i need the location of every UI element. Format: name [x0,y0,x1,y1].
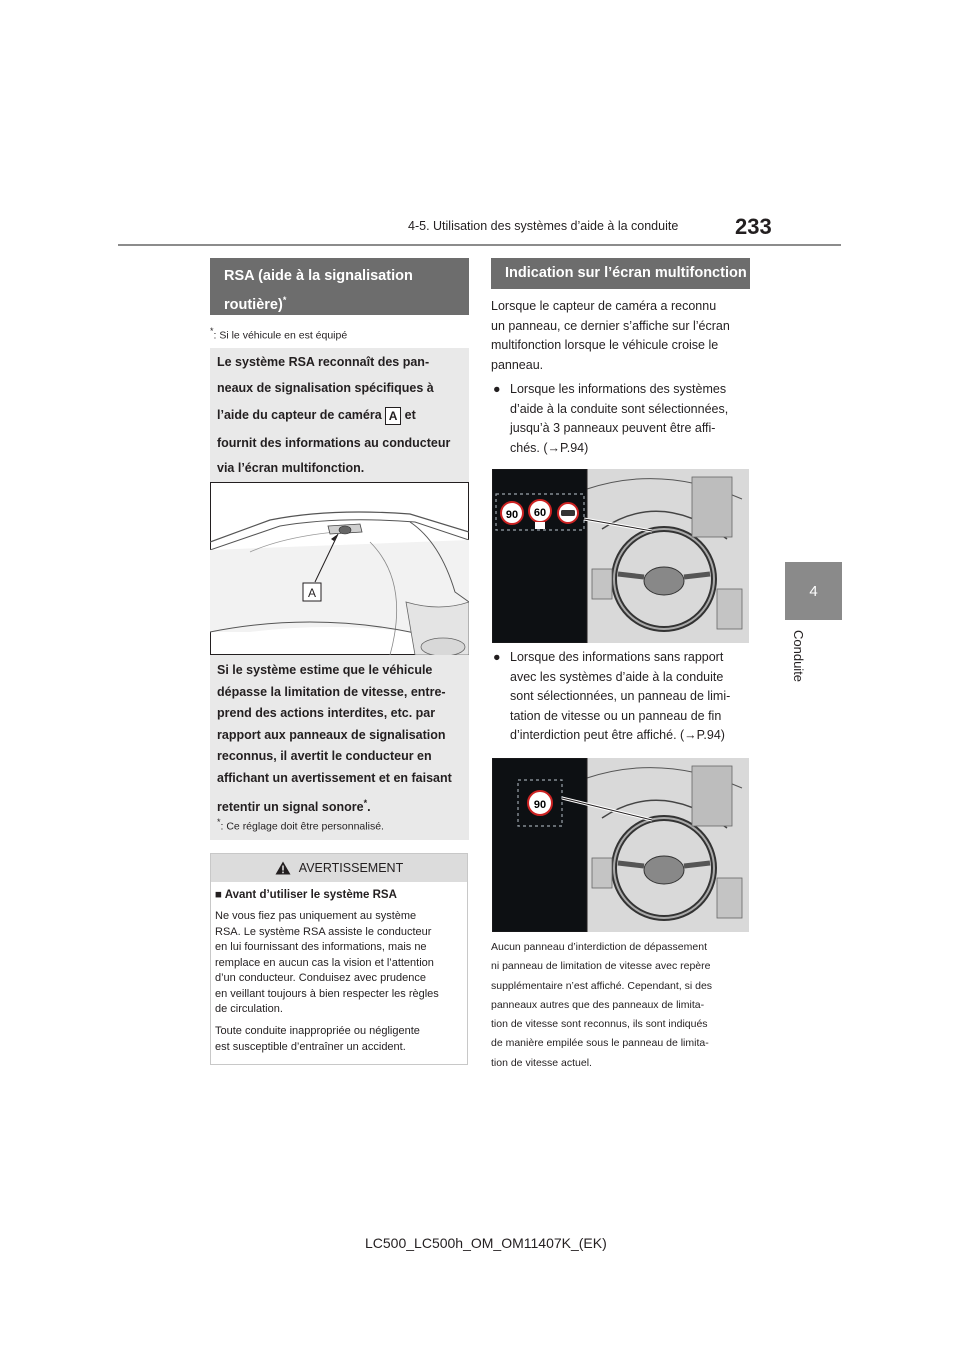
bullet-line: Lorsque des informations sans rapport [510,650,724,664]
warning-triangle-icon [275,861,291,875]
speed-sign-60: 60 [533,507,547,519]
bullet-dot-icon: ● [493,382,501,396]
bullet-line: d’aide à la conduite sont sélectionnées, [510,401,729,416]
section-title-multifunction: Indication sur l’écran multifonction [491,258,750,289]
bullet-line: chés. (→P.94) [510,440,589,455]
windshield-camera-illustration [210,482,469,655]
chapter-tab-number [785,562,842,620]
info-line: rapport aux panneaux de signalisation [217,727,446,742]
equipment-footnote [210,326,347,342]
info-footnote [217,817,384,833]
caption-line: tion de vitesse actuel. [491,1056,592,1069]
title-line-2 [224,288,469,317]
info-line: neaux de signalisation spécifiques à [217,380,434,395]
info-line [217,405,467,427]
footnote-text: : Si le véhicule en est équipé [213,329,348,342]
marker-a-box: A [385,407,401,425]
caption-line: supplémentaire n’est affiché. Cependant, si des [491,979,713,992]
header-rule [118,244,841,246]
caption-line: de manière empilée sous le panneau de limita- [491,1037,709,1050]
bullet-dot-icon: ● [493,650,501,664]
title-line-1: RSA (aide à la signalisation [224,268,413,284]
bullet-line: Lorsque les informations des systèmes [510,382,727,396]
info-line: via l’écran multifonction. [217,461,365,475]
title-asterisk: * [282,295,287,305]
footnote-mark: * [363,798,368,808]
warning-line: de circulation. [215,1003,283,1015]
chapter-tab-label: Conduite [791,630,806,683]
figure-label-a: A [307,586,317,600]
bullet-line: d’interdiction peut être affiché. (→P.94) [510,728,725,742]
info-line: prend des actions interdites, etc. par [217,706,436,720]
info-paragraph-2 [217,660,467,819]
bullet-unrelated-info [492,648,750,746]
multifunction-display-figure-1 [492,469,749,643]
chapter-number: 4 [809,582,818,600]
warning-paragraph-2 [215,1024,462,1055]
page-number: 233 [735,214,772,239]
caption-line: panneaux autres que des panneaux de limita- [491,998,705,1011]
warning-heading-text: AVERTISSEMENT [298,861,404,875]
info-line-text: et [404,408,416,422]
intro-line: panneau. [491,357,544,372]
warning-line: Toute conduite inappropriée ou négligente [215,1025,420,1037]
warning-line: RSA. Le système RSA assiste le conducteur [215,925,432,938]
section-title-rsa [210,258,469,315]
warning-line: en lui fournissant des informations, mais ne [215,941,427,953]
bullet-line: jusqu’à 3 panneaux peuvent être affi- [510,421,716,435]
footnote-mark: * [210,326,214,336]
info-line [217,793,467,819]
warning-line: en veillant toujours à bien respecter les règles [215,987,439,1000]
warning-paragraph-1 [215,909,462,1018]
info-line-text: . [367,800,371,815]
bullet-line: tation de vitesse ou un panneau de fin [510,708,722,723]
running-header-section: 4-5. Utilisation des systèmes d’aide à la conduite [408,219,679,233]
warning-subheading [215,889,397,901]
speed-sign-90: 90 [505,509,519,521]
bullet-driving-assist [492,380,750,458]
info-line: reconnus, il avertit le conducteur en [217,749,432,763]
warning-line: est susceptible d’entraîner un accident. [215,1040,406,1053]
info-line: dépasse la limitation de vitesse, entre- [217,684,446,699]
square-bullet-icon: ■ [215,889,222,901]
warning-line: d’un conducteur. Conduisez avec prudence [215,972,426,984]
warning-heading [211,854,467,882]
intro-line: un panneau, ce dernier s’affiche sur l’écran [491,318,730,333]
multifunction-display-figure-2 [492,758,749,932]
info-line-text: l’aide du capteur de caméra [217,408,382,422]
bullet-line: avec les systèmes d’aide à la conduite [510,669,724,684]
document-code: LC500_LC500h_OM_OM11407K_(EK) [365,1235,607,1251]
caption-line: Aucun panneau d’interdiction de dépassement [491,941,707,953]
figure-caption [491,938,753,1073]
info-line: fournit des informations au conducteur [217,435,451,450]
warning-line: remplace en aucun cas la vision et l’attention [215,956,434,969]
caption-line: ni panneau de limitation de vitesse avec repère [491,960,711,973]
bullet-line: sont sélectionnées, un panneau de limi- [510,689,731,703]
warning-line: Ne vous fiez pas uniquement au système [215,910,417,922]
footnote-mark: * [217,817,221,827]
info-line: Si le système estime que le véhicule [217,663,433,677]
intro-paragraph [491,297,751,375]
footnote-text: : Ce réglage doit être personnalisé. [220,820,384,833]
title-line-2-text: routière) [224,296,283,313]
warning-subheading-text: Avant d’utiliser le système RSA [224,889,397,901]
intro-line: multifonction lorsque le véhicule croise le [491,338,719,352]
info-line: affichant un avertissement et en faisant [217,770,452,785]
speed-sign-90: 90 [533,799,547,811]
info-paragraph-1 [217,352,467,480]
info-line: Le système RSA reconnaît des pan- [217,355,430,369]
caption-line: tion de vitesse sont reconnus, ils sont indiqués [491,1018,708,1031]
intro-line: Lorsque le capteur de caméra a reconnu [491,299,717,313]
info-line-text: retentir un signal sonore [217,800,364,815]
